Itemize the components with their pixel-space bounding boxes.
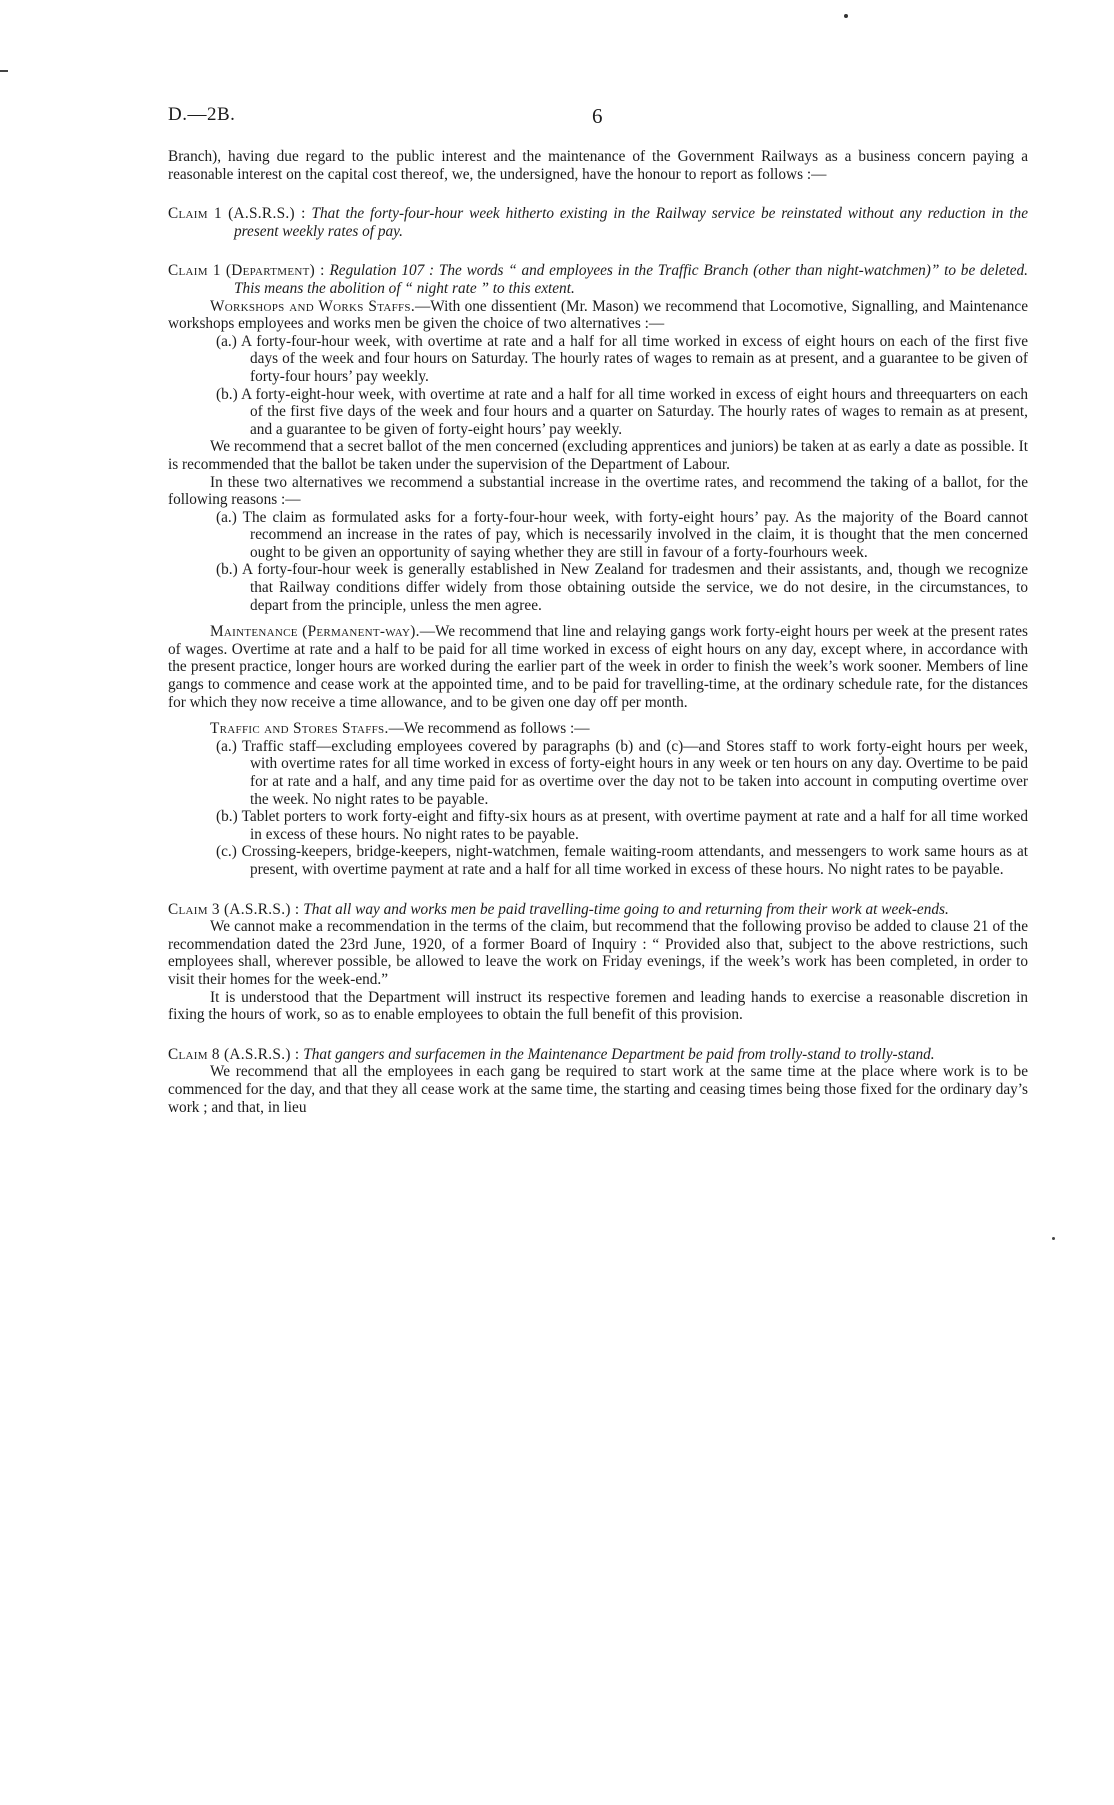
claim-1-asrs bbox=[168, 205, 1028, 240]
claim-3-paragraph: It is understood that the Department will instruct its respective foremen and leading hands to exercise a reasonable discretion in fixing the hours of work, so as to enable employees to obtain the full benefit of this provision. bbox=[168, 988, 1028, 1024]
item-marker: (b.) bbox=[216, 808, 238, 826]
list-item bbox=[168, 561, 1028, 614]
section-text: —We recommend as follows :— bbox=[388, 720, 590, 738]
workshops-paragraph bbox=[168, 298, 1028, 333]
scan-speck bbox=[0, 70, 8, 72]
claim-label: Claim 1 (Department) : bbox=[168, 262, 325, 280]
page-number: 6 bbox=[592, 104, 603, 128]
item-text: Tablet porters to work forty-eight and fifty-six hours as at present, with overtime payment at rate and a half for all time worked in excess of these hours. No night rates to be payable. bbox=[241, 808, 1028, 843]
claim-8-paragraph: We recommend that all the employees in each gang be required to start work at the same time at the place where work is to be commenced for the day, and that they all cease work at the same time, the starting and ceasing times being those fixed for the ordinary day’s work ; and that, in lieu bbox=[168, 1063, 1028, 1116]
scan-speck bbox=[844, 14, 848, 18]
list-item bbox=[168, 509, 1028, 562]
item-text: A forty-eight-hour week, with overtime at rate and a half for all time worked in excess of eight hours and threequarters on each of the first five days of the week and four hours and a quarter on Saturday. The hourly rates of wages to remain as at present, and a guarantee to be given of forty-eight hours’ pay weekly. bbox=[241, 385, 1028, 438]
list-item bbox=[168, 333, 1028, 386]
reasons-intro-paragraph: In these two alternatives we recommend a substantial increase in the overtime rates, and recommend the taking of a ballot, for the following reasons :— bbox=[168, 473, 1028, 509]
section-heading: Workshops and Works Staffs. bbox=[210, 297, 415, 315]
maintenance-paragraph bbox=[168, 623, 1028, 711]
section-text: —With one dissentient (Mr. Mason) we recommend that Locomotive, Signalling, and Maintenance workshops employees and works men be given the choice of two alternatives :— bbox=[168, 297, 1029, 333]
claim-8-asrs bbox=[168, 1046, 1028, 1064]
section-heading: Maintenance (Permanent-way). bbox=[210, 623, 420, 641]
item-marker: (b.) bbox=[216, 561, 238, 579]
item-marker: (c.) bbox=[216, 843, 237, 861]
ballot-paragraph: We recommend that a secret ballot of the men concerned (excluding apprentices and juniors) be taken at as early a date as possible. It is recommended that the ballot be taken under the supervision of the Department of Labour. bbox=[168, 438, 1028, 473]
claim-text: That all way and works men be paid travelling-time going to and returning from their work at week-ends. bbox=[303, 900, 949, 918]
list-item bbox=[168, 843, 1028, 878]
traffic-paragraph bbox=[168, 720, 1028, 738]
claim-3-asrs bbox=[168, 901, 1028, 919]
claim-3-paragraph: We cannot make a recommendation in the terms of the claim, but recommend that the following proviso be added to clause 21 of the recommendation dated the 23rd June, 1920, of a former Board of Inquiry : “ Provided also that, subject to the above restrictions, such employees shall, wherever possible, be allowed to leave the work on Friday evenings, if the week’s work has been completed, in order to visit their homes for the week-end.” bbox=[168, 918, 1028, 988]
claim-1-department bbox=[168, 262, 1028, 297]
claim-text: Regulation 107 : The words “ and employees in the Traffic Branch (other than night-watchmen)” to be deleted. This means the abolition of “ night rate ” to this extent. bbox=[234, 262, 1028, 297]
document-reference: D.—2B. bbox=[168, 104, 236, 125]
item-text: Traffic staff—excluding employees covered by paragraphs (b) and (c)—and Stores staff to work forty-eight hours per week, with overtime rates for all time worked in excess of forty-eight hours in any week or ten hours on any day. Overtime to be paid for at rate and a half, and any time paid for as overtime over the day not to be taken into account in computing overtime over the week. No night rates to be payable. bbox=[242, 737, 1028, 808]
claim-label: Claim 3 (A.S.R.S.) : bbox=[168, 900, 300, 918]
item-text: The claim as formulated asks for a forty-four-hour week, with forty-eight hours’ pay. As the majority of the Board cannot recommend an increase in the rates of pay, which is necessarily involved in the claim, it is thought that the men concerned ought to be given an opportunity of saying whether they are still in favour of a forty-fourhours week. bbox=[242, 508, 1028, 561]
page-header bbox=[168, 104, 1028, 134]
item-marker: (a.) bbox=[216, 332, 237, 350]
item-text: Crossing-keepers, bridge-keepers, night-watchmen, female waiting-room attendants, and messengers to work same hours as at present, with overtime payment at rate and a half for all time worked in excess of these hours. No night rates to be payable. bbox=[241, 843, 1028, 878]
claim-label: Claim 1 (A.S.R.S.) : bbox=[168, 205, 306, 223]
claim-text: That gangers and surfacemen in the Maintenance Department be paid from trolly-stand to trolly-stand. bbox=[303, 1045, 935, 1063]
claim-text: That the forty-four-hour week hitherto existing in the Railway service be reinstated without any reduction in the present weekly rates of pay. bbox=[234, 205, 1028, 240]
document-body bbox=[168, 148, 1028, 1116]
section-heading: Traffic and Stores Staffs. bbox=[210, 720, 389, 738]
section-text: —We recommend that line and relaying gangs work forty-eight hours per week at the present rates of wages. Overtime at rate and a half to be paid for all time worked in excess of eight hours on any day, except where, in accordance with the present practice, longer hours are worked during the earlier part of the week in order to finish the week’s work sooner. Members of line gangs to commence and cease work at the appointed time, and to be paid for travelling-time, at the ordinary schedule rate, for the distances for which they now receive a time allowance, and to be given one day off per month. bbox=[168, 623, 1029, 711]
list-item bbox=[168, 386, 1028, 439]
list-item bbox=[168, 738, 1028, 808]
scan-speck bbox=[1052, 1237, 1055, 1240]
item-text: A forty-four-hour week is generally established in New Zealand for tradesmen and their assistants, and, though we recognize that Railway conditions differ widely from those obtaining outside the service, we do not desire, in the circumstances, to depart from the principle, unless the men agree. bbox=[241, 561, 1028, 614]
item-text: A forty-four-hour week, with overtime at rate and a half for all time worked in excess of eight hours on each of the first five days of the week and four hours on Saturday. The hourly rates of wages to remain as at present, and a guarantee to be given of forty-four hours’ pay weekly. bbox=[241, 332, 1029, 385]
list-item bbox=[168, 808, 1028, 843]
item-marker: (a.) bbox=[216, 737, 237, 755]
intro-paragraph: Branch), having due regard to the public interest and the maintenance of the Government Railways as a business concern paying a reasonable interest on the capital cost thereof, we, the undersigned, have the honour to report as follows :— bbox=[168, 148, 1028, 183]
item-marker: (a.) bbox=[216, 508, 237, 526]
item-marker: (b.) bbox=[216, 385, 238, 403]
claim-label: Claim 8 (A.S.R.S.) : bbox=[168, 1045, 300, 1063]
